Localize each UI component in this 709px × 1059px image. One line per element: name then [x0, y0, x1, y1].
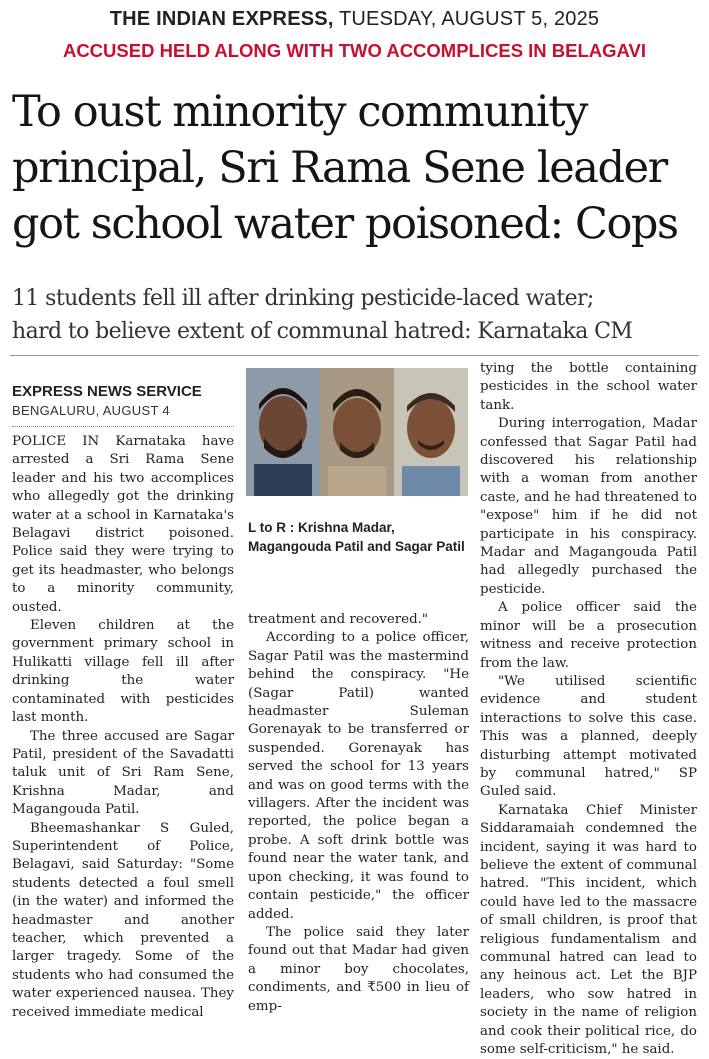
- accused-photo-graphic: [246, 368, 468, 496]
- paragraph: A police officer said the minor will be a prosecution witness and receive protection from the law.: [480, 600, 697, 671]
- person-1-portrait: [254, 388, 312, 496]
- byline-divider: [12, 426, 234, 427]
- paragraph: "We utilised scientific evidence and student interactions to solve this case. This was a planned, deeply disturbing attempt motivated by communal hatred," SP Guled said.: [480, 673, 697, 800]
- photo-caption: L to R : Krishna Madar, Magangouda Patil and Sagar Patil: [248, 520, 465, 554]
- paragraph: Karnataka Chief Minister Siddaramaiah condemned the incident, saying it was hard to believe the extent of communal hatred. "This incident, which could have led to the massacre of small children, is proof that religious fundamentalism and communal hatred can lead to any heinous act. Let the BJP leaders, who sow hatred in society in the name of religion and cook their political rice, do some self-criticism," he said.: [480, 802, 697, 1058]
- divider: [10, 355, 699, 356]
- paragraph: During interrogation, Madar confessed that Sagar Patil had discovered his relationship with a woman from another caste, and he had threatened to "expose" him if he did not participate in his conspiracy. Madar and Magangouda Patil had allegedly purchased the pesticide.: [480, 416, 697, 597]
- paragraph: POLICE IN Karnataka have arrested a Sri Rama Sene leader and his two accomplices who allegedly got the drinking water at a school in Karnataka's Belagavi district poisoned. Police said they were trying to get its headmaster, who belongs to a minority community, ousted.: [12, 434, 234, 615]
- article-column-3: [480, 360, 697, 1059]
- subheadline: [12, 282, 702, 348]
- byline: EXPRESS NEWS SERVICE: [12, 383, 202, 400]
- paragraph: According to a police officer, Sagar Patil was the mastermind behind the conspiracy. "He (Sagar Patil) wanted headmaster Suleman Gorenayak to be transferred or suspended. Gorenayak has served the school for 13 years and was on good terms with the villagers. After the incident was reported, the police began a probe. A soft drink bottle was found near the water tank, and upon checking, it was found to contain pesticide," the officer added.: [248, 630, 469, 922]
- subheadline-line: 11 students fell ill after drinking pesticide-laced water;: [12, 286, 594, 311]
- dateline: BENGALURU, AUGUST 4: [12, 403, 170, 418]
- headline-line: principal, Sri Rama Sene leader: [12, 143, 667, 193]
- masthead-date: TUESDAY, AUGUST 5, 2025: [338, 8, 600, 30]
- subheadline-line: hard to believe extent of communal hatred: Karnataka CM: [12, 319, 633, 344]
- headline-line: To oust minority community: [12, 87, 587, 137]
- paragraph: Eleven children at the government primary school in Hulikatti village fell ill after drinking the water contaminated with pesticides last month.: [12, 618, 234, 726]
- paragraph: Bheemashankar S Guled, Superintendent of Police, Belagavi, said Saturday: "Some students detected a foul smell (in the water) and informed the headmaster and another teacher, which prevented a larger tragedy. Some of the students who had consumed the water experienced nausea. They received immediate medical: [12, 820, 234, 1020]
- paragraph: tying the bottle containing pesticides in the school water tank.: [480, 361, 697, 413]
- kicker: ACCUSED HELD ALONG WITH TWO ACCOMPLICES IN BELAGAVI: [62, 40, 647, 61]
- article-column-2: [248, 611, 469, 1016]
- paragraph: treatment and recovered.": [248, 612, 429, 627]
- headline: [12, 84, 702, 252]
- masthead-paper: THE INDIAN EXPRESS,: [109, 8, 334, 30]
- masthead: [0, 8, 709, 31]
- article-column-1: [12, 433, 234, 1022]
- accused-photo: [246, 368, 468, 496]
- person-2-portrait: [328, 389, 386, 496]
- paragraph: The police said they later found out that Madar had given a minor boy chocolates, condiments, and ₹500 in lieu of emp-: [248, 924, 469, 1014]
- paragraph: The three accused are Sagar Patil, president of the Savadatti taluk unit of Sri Ram Sene, Krishna Madar, and Magangouda Patil.: [12, 728, 234, 818]
- headline-line: got school water poisoned: Cops: [12, 199, 678, 249]
